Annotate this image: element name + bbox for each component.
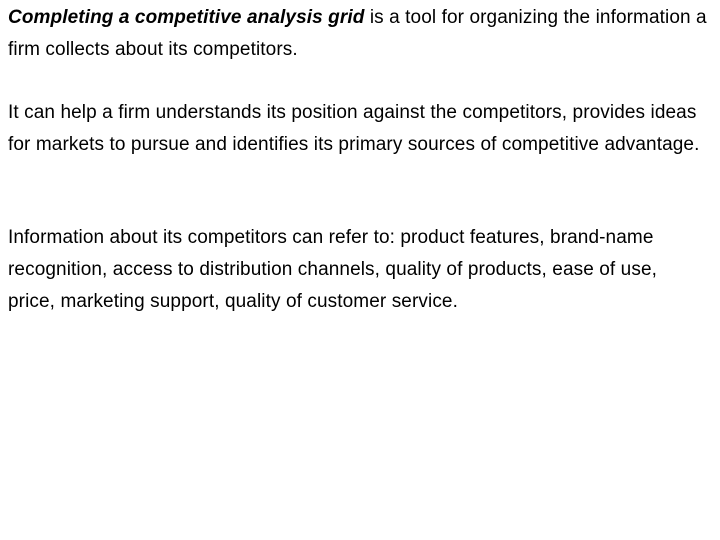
definition-text: is a tool for organizing the information a firm collects about its competitors. xyxy=(8,7,707,60)
paragraph-information-types: Information about its competitors can refer to: product features, brand-name recognition, access to distribution channels, quality of products, ease of use, price, marketing support, quality of customer service. xyxy=(8,227,657,312)
paragraph-benefits: It can help a firm understands its position against the competitors, provides ideas for markets to pursue and identifies its primary sources of competitive advantage. xyxy=(8,102,700,155)
key-term: Completing a competitive analysis grid xyxy=(8,7,365,28)
paragraph-definition xyxy=(8,2,708,66)
